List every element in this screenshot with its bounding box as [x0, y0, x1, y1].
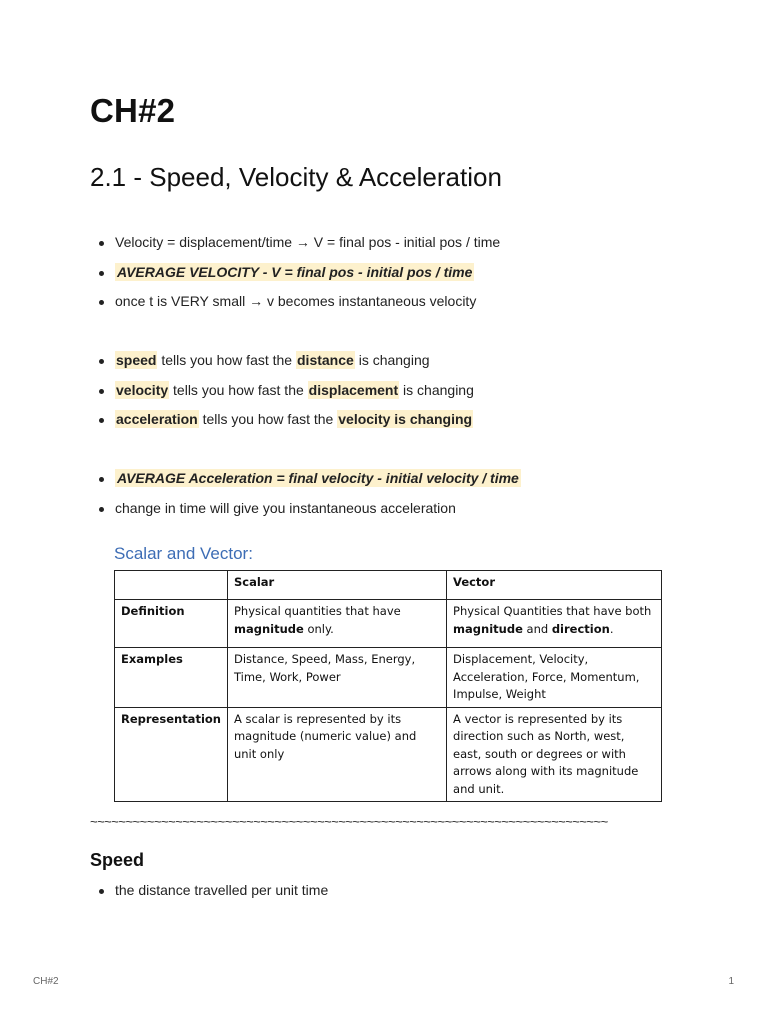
table-caption: Scalar and Vector:	[114, 544, 253, 563]
list-item-text: once t is VERY small → v becomes instantaneous velocity	[115, 293, 477, 309]
list-item	[90, 287, 730, 317]
footer-page-number: 1	[728, 976, 734, 987]
table-cell: Distance, Speed, Mass, Energy, Time, Work, Power	[227, 648, 446, 708]
page-title: CH#2	[90, 92, 176, 129]
cell-text: only.	[303, 621, 334, 636]
row-label: Examples	[115, 648, 228, 708]
scalar-vector-table	[114, 570, 662, 802]
list-item	[90, 405, 730, 435]
table-cell	[227, 600, 446, 648]
highlight-term: velocity is changing	[338, 411, 473, 427]
highlighted-formula: AVERAGE Acceleration = final velocity - initial velocity / time	[117, 470, 519, 486]
acceleration-notes-list	[90, 464, 730, 523]
list-item	[90, 258, 730, 288]
table-row	[115, 707, 662, 802]
section-heading: 2.1 - Speed, Velocity & Acceleration	[90, 162, 502, 192]
row-label: Definition	[115, 600, 228, 648]
list-item	[90, 464, 730, 494]
row-label: Representation	[115, 707, 228, 802]
list-item-text: the distance travelled per unit time	[115, 882, 329, 898]
cell-bold-text: direction	[551, 621, 610, 636]
tilde-separator: ~~~~~~~~~~~~~~~~~~~~~~~~~~~~~~~~~~~~~~~~~~~~~~~~~~~~~~~~~~~~~~~~~~~~~~~~~	[90, 814, 608, 829]
list-item-text: is changing	[354, 352, 430, 368]
list-item-text: tells you how fast the	[198, 411, 338, 427]
cell-text: .	[609, 621, 614, 636]
speed-heading: Speed	[90, 850, 145, 870]
cell-text: Physical quantities that have	[233, 604, 401, 618]
table-cell: A vector is represented by its direction such as North, west, east, south or degrees or with arrows along with its magnitude and unit.	[447, 707, 662, 802]
table-header-cell: Vector	[447, 571, 662, 600]
list-item	[90, 228, 730, 258]
table-row	[115, 600, 662, 648]
table-row	[115, 648, 662, 708]
list-item	[90, 876, 730, 906]
list-item	[90, 376, 730, 406]
list-item-text: tells you how fast the	[169, 381, 308, 398]
highlight-term: speed	[116, 352, 157, 368]
cell-bold-text: magnitude	[233, 621, 304, 636]
list-item-text: change in time will give you instantaneous acceleration	[115, 499, 456, 516]
list-item-text: is changing	[399, 381, 474, 398]
highlight-term: displacement	[308, 381, 399, 398]
rates-of-change-list	[90, 346, 730, 435]
table-header-cell	[115, 571, 228, 600]
list-item	[90, 346, 730, 376]
list-item-text: tells you how fast the	[157, 352, 296, 368]
cell-text: Physical Quantities that have both	[453, 604, 652, 618]
table-cell: Displacement, Velocity, Acceleration, Force, Momentum, Impulse, Weight	[447, 648, 662, 708]
list-item	[90, 494, 730, 524]
velocity-notes-list	[90, 228, 730, 317]
speed-notes-list	[90, 876, 730, 906]
table-header-cell: Scalar	[227, 571, 446, 600]
table-header-row	[115, 571, 662, 600]
highlight-term: acceleration	[116, 411, 198, 427]
highlight-term: distance	[297, 352, 354, 368]
cell-text: and	[522, 621, 552, 636]
highlight-term: velocity	[116, 381, 169, 398]
footer-document-title: CH#2	[33, 976, 59, 987]
highlighted-formula: AVERAGE VELOCITY - V = final pos - initial pos / time	[117, 263, 473, 280]
list-item-text: Velocity = displacement/time → V = final pos - initial pos / time	[115, 234, 501, 250]
table-cell	[447, 600, 662, 648]
table-cell: A scalar is represented by its magnitude (numeric value) and unit only	[227, 707, 446, 802]
cell-bold-text: magnitude	[453, 621, 523, 636]
